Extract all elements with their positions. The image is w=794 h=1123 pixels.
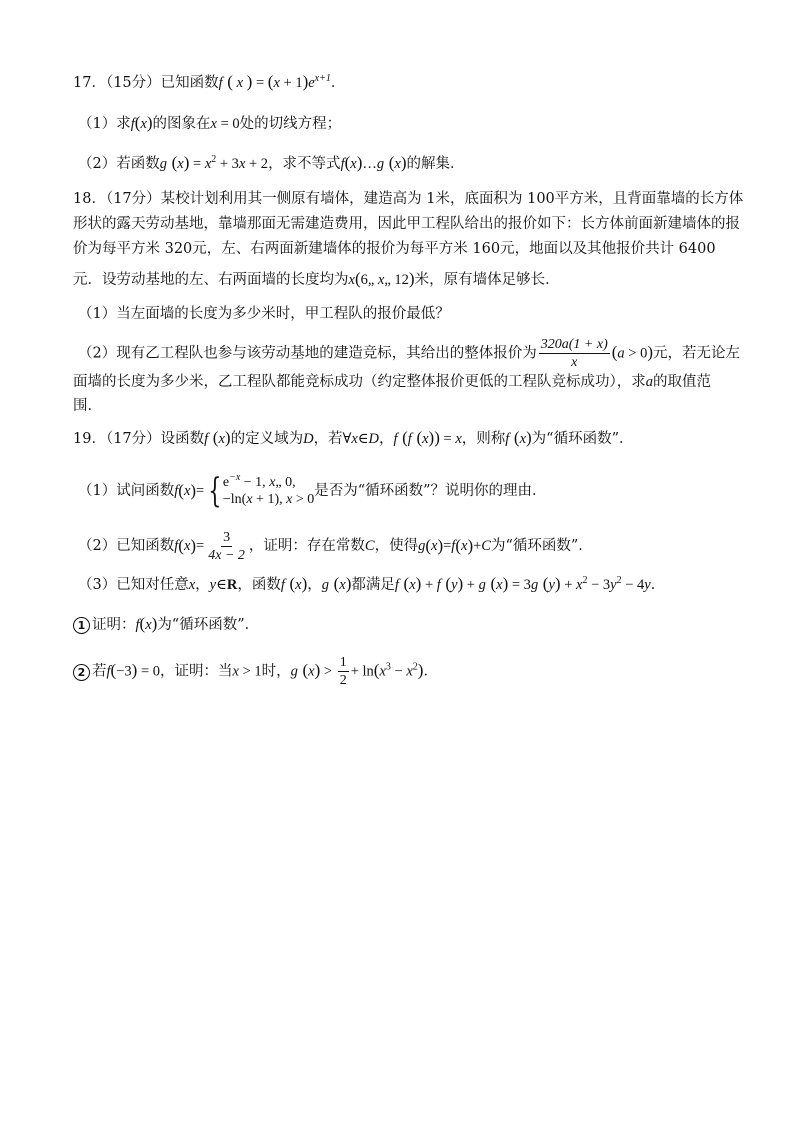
q19-head-e: 为“循环函数”． xyxy=(531,431,634,447)
q19-p1-tail: 是否为“循环函数”？说明你的理由． xyxy=(314,483,547,499)
q19-c2-c: 时， xyxy=(261,663,291,680)
q18-part2: （2）现有乙工程队也参与该劳动基地的建造竞标，其给出的整体报价为 $\frac{320a(1 + x)}{x}$ (a > 0)元，若无论左 xyxy=(78,337,741,370)
q18-p2-a: （2）现有乙工程队也参与该劳动基地的建造竞标，其给出的整体报价为 xyxy=(78,345,537,362)
q17-p2-tail: 的解集． xyxy=(406,156,465,172)
q19-head-d: ，则称 xyxy=(461,431,506,447)
q18-price-fraction: $\frac{320a(1 + x)}{x}$ xyxy=(540,337,608,370)
q19-fraction: $\frac{3}{4x - 2}$ xyxy=(208,529,245,563)
q19-piecewise: { $e^{-x} - 1$, x„ 0, −ln(x + 1), x > 0 xyxy=(208,471,315,511)
q18-line3: 价为每平方米 320元，左、右两面新建墙体的报价为每平方米 160元，地面以及其他报价共计 6400 xyxy=(73,241,716,257)
q19-part3: （3）已知对任意x，y∈R，函数f (x)，g (x)都满足f (x) + f (y) + g (x) = 3g $(y) + x^2 - 3y^2 - 4y$． xyxy=(78,574,666,593)
q19-heading: 19．（17分）设函数f (x)的定义域为D，若∀x∈D，f (f (x)) = x，则称f (x)为“循环函数”． xyxy=(73,428,634,447)
q17-part1: （1）求f(x)的图象在x = 0处的切线方程； xyxy=(78,113,342,132)
q19-p3-mid2: 都满足 xyxy=(351,577,395,593)
q18-part2-line2: 面墙的长度为多少米，乙工程队都能竞标成功（约定整体报价更低的工程队竞标成功），求a的取值范 xyxy=(73,374,711,390)
q18-p2-line2-tail: 的取值范 xyxy=(653,374,711,390)
q18-line4-a: 元．设劳动基地的左、右两面墙的长度均为 xyxy=(73,272,349,288)
q17-p1-label: （1）求 xyxy=(78,116,131,132)
q19-half-fraction: $\frac{1}{2}$ xyxy=(339,655,347,688)
q17-head-text: 17．（15分）已知函数 xyxy=(73,75,219,91)
q19-part1: （1）试问函数 f ( x ) = { $e^{-x} - 1$, x„ 0, −ln(x + 1), x > 0 是否为“循环函数”？说明你的理由． xyxy=(78,471,547,511)
q19-p3-label: （3）已知对任意 xyxy=(78,577,189,593)
q19-p2-mid: ，证明：存在常数 xyxy=(248,538,365,554)
q18-part2-line3: 围． xyxy=(73,398,102,414)
q17-heading: 17．（15分）已知函数f ( x ) = $(x + 1)e^{x+1}$． xyxy=(73,72,346,91)
q19-head-a: 19．（17分）设函数 xyxy=(73,431,205,447)
q19-c1-a: 证明： xyxy=(92,617,136,633)
q19-p2-mid2: ，使得 xyxy=(374,538,419,554)
q19-head-b: 的定义域为 xyxy=(230,431,304,447)
q17-p2-label: （2）若函数 xyxy=(78,156,160,172)
q17-p1-text: 的图象在 xyxy=(152,116,211,132)
q18-part1: （1）当左面墙的长度为多少米时，甲工程队的报价最低？ xyxy=(78,306,450,322)
circled-number-1: 1 xyxy=(73,617,90,634)
q17-p1-tail: 处的切线方程； xyxy=(239,116,342,132)
q18-p2-line2-text: 面墙的长度为多少米，乙工程队都能竞标成功（约定整体报价更低的工程队竞标成功），求 xyxy=(73,374,646,390)
q19-c1-b: 为“循环函数”． xyxy=(157,617,260,633)
q19-claim1: 1 证明：f(x)为“循环函数”． xyxy=(73,614,259,635)
q18-p2-b: 元，若无论左 xyxy=(653,345,741,362)
q19-c2-b: ，证明：当 xyxy=(160,663,233,680)
q19-part2: （2）已知函数 f ( x ) = $\frac{3}{4x - 2}$ ，证明：存在常数 C ，使得 g ( x ) = f ( x ) + C 为“循环函数”． xyxy=(78,529,593,563)
q17-part2: （2）若函数g $(x) = x^2 + 3x + 2$，求不等式f(x)…g (x)的解集． xyxy=(78,153,465,172)
q17-p2-mid: ，求不等式 xyxy=(268,156,341,172)
q18-line2: 形状的露天劳动基地，靠墙那面无需建造费用，因此甲工程队给出的报价如下：长方体前面新建墙体的报 xyxy=(73,216,740,232)
circled-number-2: 2 xyxy=(73,664,90,681)
q19-p2-tail: 为“循环函数”． xyxy=(490,538,593,554)
q18-line4-b: 米，原有墙体足够长． xyxy=(414,272,560,288)
q18-line1: 18．（17分）某校计划利用其一侧原有墙体，建造高为 1米，底面积为 100平方米，且背面靠墙的长方体 xyxy=(73,191,744,207)
q19-claim2: 2 若f(−3) = 0，证明：当x > 1时，g (x) > $\frac{1}{2}$ + $\ln(x^3 - x^2)$． xyxy=(73,654,438,689)
q19-p3-mid: ，函数 xyxy=(237,577,281,593)
q19-p1-label: （1）试问函数 xyxy=(78,483,175,499)
q19-head-c: ，若 xyxy=(313,431,343,447)
q18-line4: 元．设劳动基地的左、右两面墙的长度均为x(6„ x„ 12)米，原有墙体足够长． xyxy=(73,269,560,288)
q19-p2-label: （2）已知函数 xyxy=(78,538,175,554)
q19-c2-a: 若 xyxy=(92,663,107,680)
